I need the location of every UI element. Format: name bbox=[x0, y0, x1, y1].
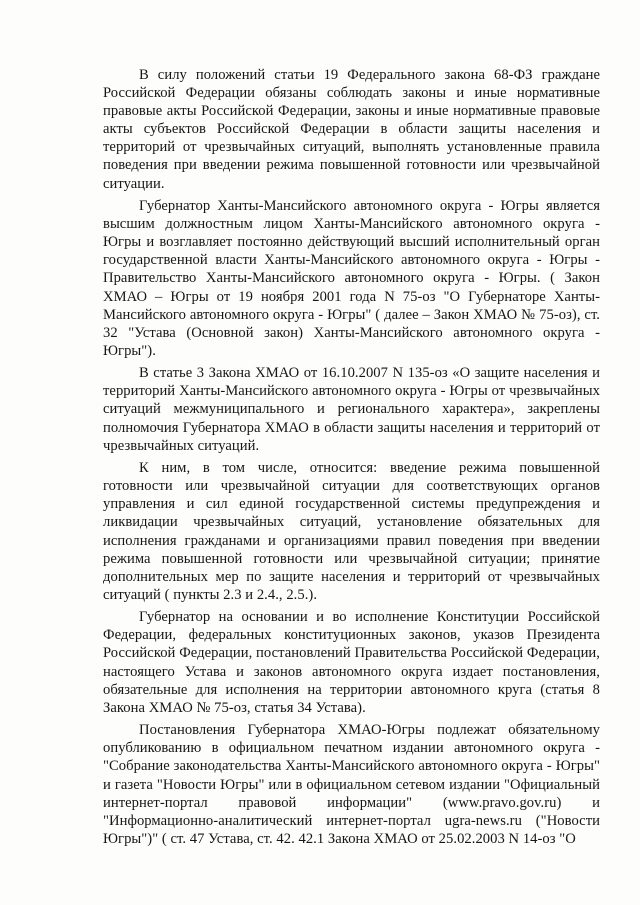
paragraph-article-19: В силу положений статьи 19 Федерального закона 68-ФЗ граждане Российской Федерации обязаны соблюдать законы и иные нормативные правовые акты Российской Федерации, законы и иные нормативные правовые акты субъектов Российской Федерации в области защиты населения и территорий от чрезвычайных ситуаций, выполнять установленные правила поведения при введении режима повышенной готовности или чрезвычайной ситуации. bbox=[103, 67, 600, 192]
paragraph-governor-status: Губернатор Ханты-Мансийского автономного округа - Югры является высшим должностным лицом Ханты-Мансийского автономного округа - Югры и возглавляет постоянно действующий высший исполнительный орган государственной власти Ханты-Мансийского автономного округа - Югры - Правительство Ханты-Мансийского автономного округа - Югры. ( Закон ХМАО – Югры от 19 ноября 2001 года N 75-оз "О Губернаторе Ханты-Мансийского автономного округа - Югры" ( далее – Закон ХМАО № 75-оз), ст. 32 "Устава (Основной закон) Ханты-Мансийского автономного округа - Югры"). bbox=[103, 198, 600, 359]
paragraph-governor-decrees: Губернатор на основании и во исполнение Конституции Российской Федерации, федеральных конституционных законов, указов Президента Российской Федерации, постановлений Правительства Российской Федерации, настоящего Устава и законов автономного округа издает постановления, обязательные для исполнения на территории автономного круга (статья 8 Закона ХМАО № 75-оз, статья 34 Устава). bbox=[103, 609, 600, 716]
paragraph-law-135-oz: В статье 3 Закона ХМАО от 16.10.2007 N 135-оз «О защите населения и территорий Ханты-Мансийского автономного округа - Югры от чрезвычайных ситуаций межмуниципального и регионального характера», закреплены полномочия Губернатора ХМАО в области защиты населения и территорий от чрезвычайных ситуаций. bbox=[103, 365, 600, 454]
paragraph-publication: Постановления Губернатора ХМАО-Югры подлежат обязательному опубликованию в официальном печатном издании автономного округа - "Собрание законодательства Ханты-Мансийского автономного округа - Югры" и газета "Новости Югры" или в официальном сетевом издании "Официальный интернет-портал правовой информации" (www.pravo.gov.ru) и "Информационно-аналитический интернет-портал ugra-news.ru ("Новости Югры")" ( ст. 47 Устава, ст. 42. 42.1 Закона ХМАО от 25.02.2003 N 14-оз "О bbox=[103, 722, 600, 847]
paragraph-powers-list: К ним, в том числе, относится: введение режима повышенной готовности или чрезвычайной ситуации для соответствующих органов управления и сил единой государственной системы предупреждения и ликвидации чрезвычайных ситуаций, установление обязательных для исполнения гражданами и организациями правил поведения при введении режима повышенной готовности или чрезвычайной ситуации; принятие дополнительных мер по защите населения и территорий от чрезвычайных ситуаций ( пункты 2.3 и 2.4., 2.5.). bbox=[103, 460, 600, 603]
document-body bbox=[103, 66, 600, 848]
